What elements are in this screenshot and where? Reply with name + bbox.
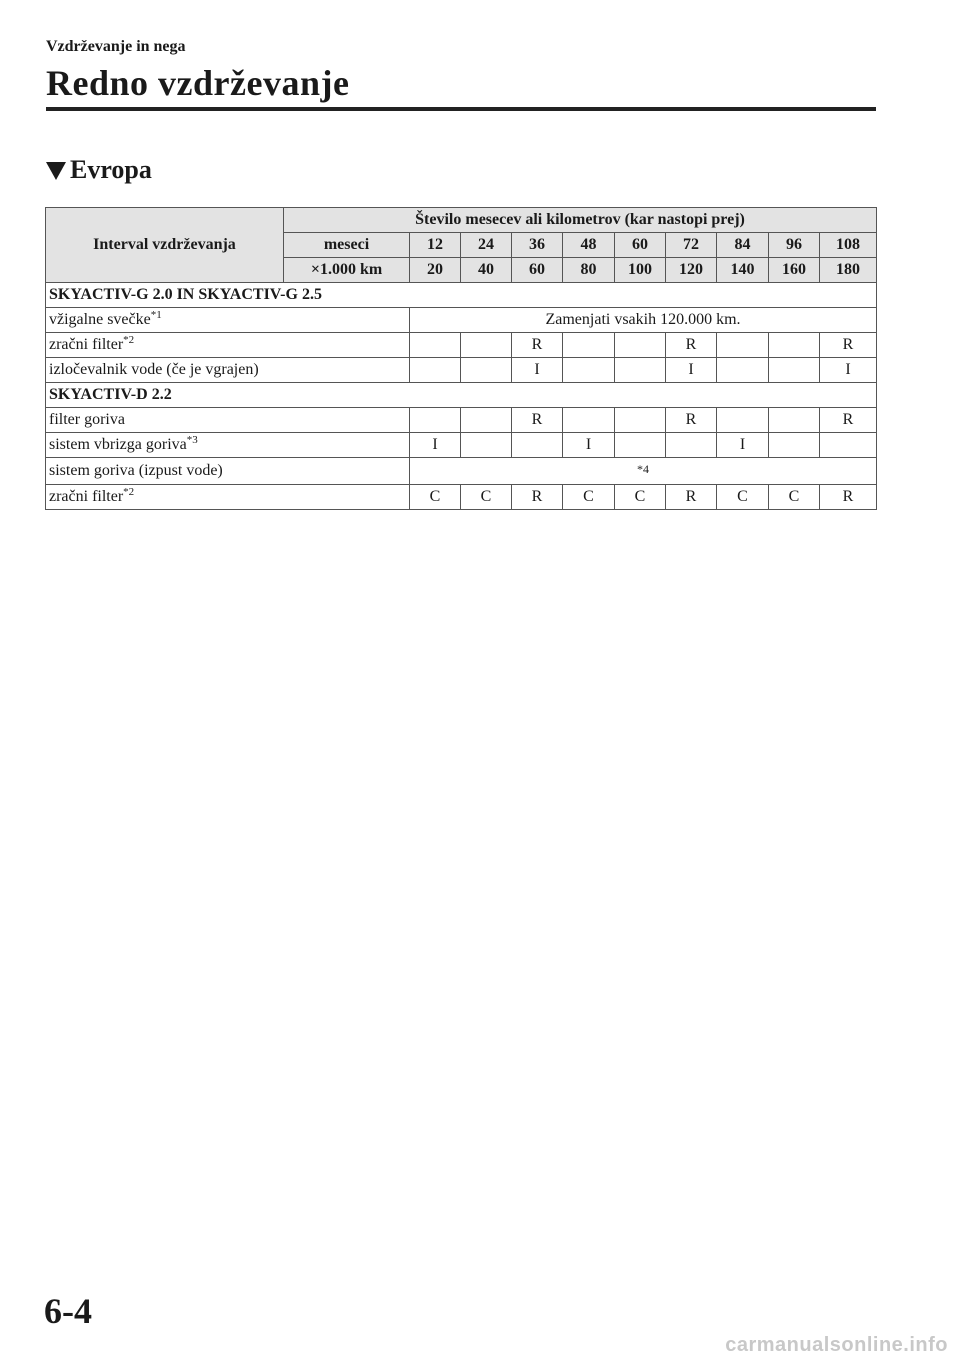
interval-value — [563, 358, 615, 383]
period-group-header: Število mesecev ali kilometrov (kar nastopi prej) — [284, 208, 877, 233]
months-value: 24 — [461, 233, 512, 258]
interval-value — [615, 408, 666, 433]
item-label: sistem vbrizga goriva — [49, 436, 187, 453]
footnote-ref: *2 — [123, 486, 135, 498]
interval-value: I — [666, 358, 717, 383]
engine-section-name: SKYACTIV-D 2.2 — [46, 383, 877, 408]
item-label: izločevalnik vode (če je vgrajen) — [49, 361, 259, 378]
section-heading — [46, 155, 152, 185]
table-row — [46, 458, 877, 485]
maintenance-schedule-table — [45, 207, 877, 510]
interval-value: R — [820, 333, 877, 358]
table-row — [46, 485, 877, 510]
interval-value: I — [820, 358, 877, 383]
months-value: 72 — [666, 233, 717, 258]
engine-section-row — [46, 383, 877, 408]
interval-value — [769, 408, 820, 433]
interval-value: R — [820, 485, 877, 510]
interval-value — [410, 408, 461, 433]
item-label: filter goriva — [49, 411, 125, 428]
interval-value: I — [717, 433, 769, 458]
interval-value: C — [769, 485, 820, 510]
footnote-ref: *3 — [186, 434, 198, 446]
chapter-title: Vzdrževanje in nega — [46, 38, 186, 55]
page-title: Redno vzdrževanje — [46, 63, 350, 103]
months-value: 108 — [820, 233, 877, 258]
interval-value: I — [563, 433, 615, 458]
interval-value — [512, 433, 563, 458]
table-row — [46, 408, 877, 433]
item-label: sistem goriva (izpust vode) — [49, 462, 223, 479]
footnote-ref: *1 — [150, 309, 162, 321]
interval-value: C — [717, 485, 769, 510]
table-row — [46, 358, 877, 383]
item-cell — [46, 358, 410, 383]
interval-value: C — [615, 485, 666, 510]
interval-value — [717, 333, 769, 358]
km-value: 20 — [410, 258, 461, 283]
header-row — [46, 208, 877, 233]
span-value — [410, 458, 877, 485]
item-cell — [46, 433, 410, 458]
interval-value: R — [820, 408, 877, 433]
interval-value — [615, 433, 666, 458]
interval-value — [769, 333, 820, 358]
km-value: 160 — [769, 258, 820, 283]
interval-value: R — [512, 333, 563, 358]
interval-value: R — [512, 485, 563, 510]
item-cell — [46, 458, 410, 485]
interval-value: R — [666, 485, 717, 510]
item-cell — [46, 308, 410, 333]
km-label: ×1.000 km — [284, 258, 410, 283]
item-label: zračni filter — [49, 336, 124, 353]
interval-value: R — [666, 408, 717, 433]
item-label: vžigalne svečke — [49, 311, 151, 328]
interval-value — [410, 358, 461, 383]
interval-value — [769, 358, 820, 383]
triangle-down-icon — [46, 162, 66, 180]
interval-value — [666, 433, 717, 458]
table-row — [46, 333, 877, 358]
page-number: 6-4 — [44, 1291, 92, 1331]
interval-value — [461, 433, 512, 458]
months-value: 96 — [769, 233, 820, 258]
span-text: Zamenjati vsakih 120.000 km. — [545, 311, 741, 328]
interval-value: R — [512, 408, 563, 433]
engine-section-row — [46, 283, 877, 308]
interval-value — [717, 408, 769, 433]
months-value: 60 — [615, 233, 666, 258]
interval-value — [563, 333, 615, 358]
km-value: 100 — [615, 258, 666, 283]
km-value: 60 — [512, 258, 563, 283]
months-value: 48 — [563, 233, 615, 258]
interval-value — [615, 333, 666, 358]
span-value — [410, 308, 877, 333]
interval-value: C — [461, 485, 512, 510]
interval-value: I — [410, 433, 461, 458]
table-row — [46, 308, 877, 333]
footnote-ref: *2 — [123, 334, 135, 346]
item-label: zračni filter — [49, 488, 124, 505]
item-cell — [46, 408, 410, 433]
months-value: 36 — [512, 233, 563, 258]
table-row — [46, 433, 877, 458]
span-text: *4 — [637, 462, 649, 476]
engine-section-name: SKYACTIV-G 2.0 IN SKYACTIV-G 2.5 — [46, 283, 877, 308]
interval-value — [461, 333, 512, 358]
km-value: 180 — [820, 258, 877, 283]
watermark: carmanualsonline.info — [725, 1334, 948, 1356]
item-cell — [46, 485, 410, 510]
interval-value — [717, 358, 769, 383]
months-label: meseci — [284, 233, 410, 258]
interval-value — [461, 408, 512, 433]
interval-value — [461, 358, 512, 383]
interval-value — [563, 408, 615, 433]
interval-value — [410, 333, 461, 358]
km-value: 120 — [666, 258, 717, 283]
months-value: 12 — [410, 233, 461, 258]
interval-value: R — [666, 333, 717, 358]
interval-value: I — [512, 358, 563, 383]
item-cell — [46, 333, 410, 358]
months-value: 84 — [717, 233, 769, 258]
km-value: 80 — [563, 258, 615, 283]
km-value: 40 — [461, 258, 512, 283]
km-value: 140 — [717, 258, 769, 283]
interval-value — [820, 433, 877, 458]
interval-value: C — [410, 485, 461, 510]
title-divider — [46, 107, 876, 111]
interval-value: C — [563, 485, 615, 510]
interval-value — [769, 433, 820, 458]
interval-header: Interval vzdrževanja — [46, 208, 284, 283]
interval-value — [615, 358, 666, 383]
section-title: Evropa — [70, 155, 152, 184]
